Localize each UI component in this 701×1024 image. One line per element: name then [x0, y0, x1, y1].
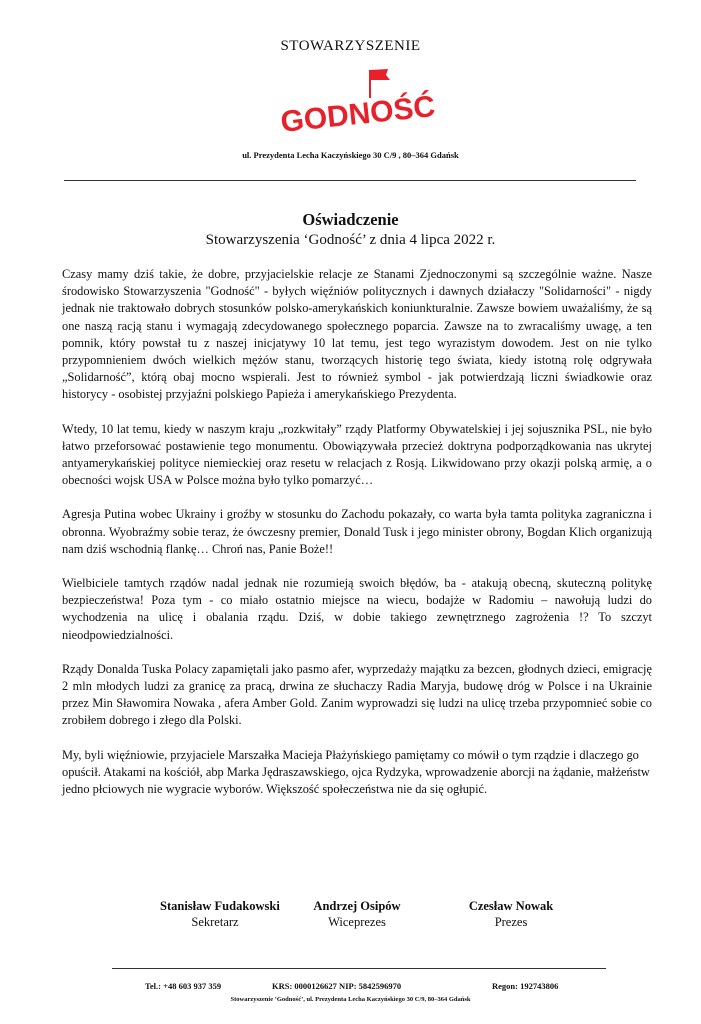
paragraph: Agresja Putina wobec Ukrainy i groźby w stosunku do Zachodu pokazały, co warta była tamta polityka zagraniczna i obronna. Wyobraźmy sobie teraz, że ówczesny premier, Donald Tusk i jego minister obrony, Bogdan Klich organizują nam dziś wschodnią flankę… Chroń nas, Panie Boże!!	[62, 507, 652, 556]
footer-krs-nip: KRS: 0000126627 NIP: 5842596970	[272, 981, 402, 991]
footer-phone: Tel.: +48 603 937 359	[145, 981, 222, 991]
signatory-role: Prezes	[494, 915, 528, 929]
signatory-name: Czesław Nowak	[468, 899, 554, 913]
signatory-role: Sekretarz	[191, 915, 239, 929]
paragraph: Czasy mamy dziś takie, że dobre, przyjacielskie relacje ze Stanami Zjednoczonymi są szczególnie ważne. Nasze środowisko Stowarzyszenia "Godność" - byłych więźniów politycznych i dawnych działaczy "Solidarności" - nigdy jednak nie traktowało dobrych stosunków polsko-amerykańskich koniunkturalnie. Zawsze bowiem uważaliśmy, że są one naszą racją stanu i wymagają zdecydowanego społecznego poparcia. Zawsze na to zwracaliśmy uwagę, a ten pomnik, który powstał tu z naszej inicjatywy 10 lat temu, jest tego wyrazistym dowodem. Jest on nie tylko przypomnieniem dwóch wielkich mężów stanu, tworzących historię tego świata, kiedy istotną rolę odgrywała „Solidarność”, którą obaj mocno wspierali. Jest to również symbol - jak potwierdzają liczni świadkowie oraz historycy - osobistej przyjaźni polskiego Papieża i amerykańskiego Prezydenta.	[62, 267, 652, 402]
org-name: STOWARZYSZENIE	[280, 38, 421, 54]
godnosc-logo	[279, 66, 437, 140]
paragraph: Rządy Donalda Tuska Polacy zapamiętali jako pasmo afer, wyprzedaży majątku za bezcen, głodnych dzieci, emigrację 2 mln młodych ludzi za granicę za pracą, drwina ze słuchaczy Radia Maryja, budowę dróg w Polsce i na Ukrainie przez Min Sławomira Nowaka , afera Amber Gold. Zanim wyprowadzi się ludzi na ulicę trzeba przypomnieć sobie co zrobiłem dobrego i złego dla Polski.	[62, 661, 652, 728]
document-body	[62, 266, 652, 815]
signatory-name: Stanisław Fudakowski	[160, 899, 280, 913]
footer-regon: Regon: 192743806	[492, 981, 559, 991]
signature-vice-president	[302, 899, 412, 930]
signatory-name: Andrzej Osipów	[313, 899, 401, 913]
signatory-role: Wiceprezes	[328, 915, 386, 929]
paragraph: My, byli więźniowie, przyjaciele Marszałka Macieja Płażyńskiego pamiętamy co mówił o tym rządzie i dlaczego go opuścił. Atakami na kościół, abp Marka Jędraszawskiego, ojca Rydzyka, wprowadzenie aborcji na żądanie, małżeństw jedno płciowych nie wygracie wyborów. Większość społeczeństwa nie da się ogłupić.	[62, 747, 650, 797]
svg-text:GODNOŚĆ: GODNOŚĆ	[279, 89, 437, 140]
organization-address: ul. Prezydenta Lecha Kaczyńskiego 30 C/9 , 80–364 Gdańsk	[242, 150, 459, 160]
signature-secretary	[160, 899, 280, 930]
header-divider	[64, 180, 636, 181]
footer-divider	[112, 968, 606, 969]
footer-address: Stowarzyszenie ‘Godność’, ul. Prezydenta Lecha Kaczyńskiego 30 C/9, 80–364 Gdańsk	[230, 996, 471, 1003]
document-title: Oświadczenie	[302, 210, 399, 229]
signature-president	[456, 899, 566, 930]
paragraph: Wtedy, 10 lat temu, kiedy w naszym kraju „rozkwitały” rządy Platformy Obywatelskiej i jej sojusznika PSL, nie było łatwo przeforsować postawienie tego monumentu. Obowiązywała przecież doktryna podporządkowania nas ukrytej antyamerykańskiej polityce niemieckiej oraz resetu w relacjach z Rosją. Likwidowano przy okazji polską armię, a o obecności wojsk USA w Polsce można było tylko pomarzyć…	[62, 421, 652, 488]
document-subtitle: Stowarzyszenia ‘Godność’ z dnia 4 lipca 2022 r.	[205, 232, 496, 248]
paragraph: Wielbiciele tamtych rządów nadal jednak nie rozumieją swoich błędów, ba - atakują obecną, skuteczną politykę bezpieczeństwa! Poza tym - co miało ostatnio miejsce na wiecu, bodajże w Radomiu – nawołują ludzi do wychodzenia na ulicę i obalania rządu. Dziś, w dobie takiego zewnętrznego zagrożenia !? To szczyt nieodpowiedzialności.	[62, 576, 652, 642]
